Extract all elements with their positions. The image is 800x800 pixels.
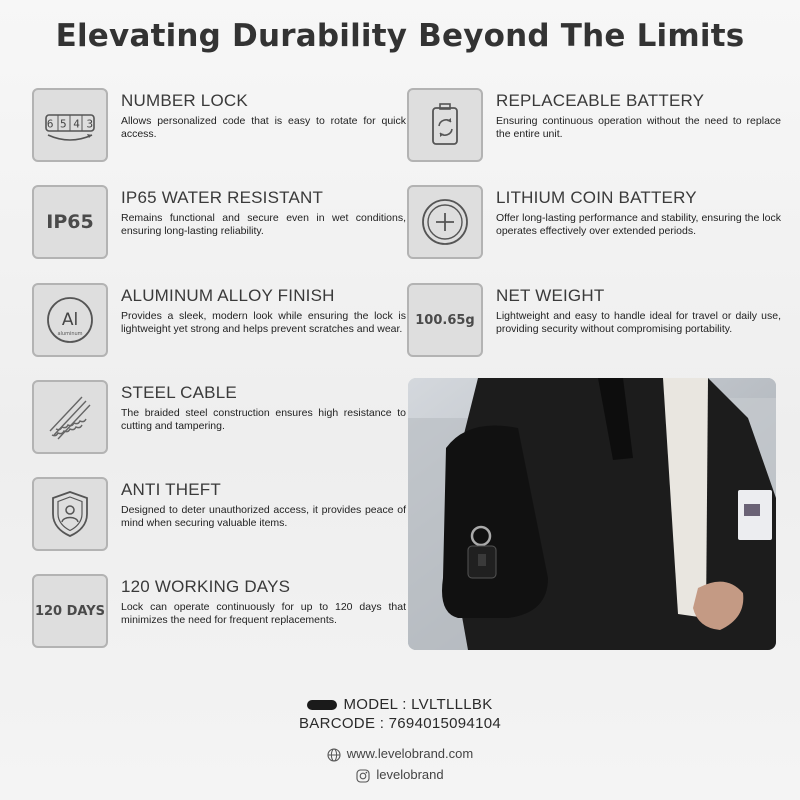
instagram-icon bbox=[356, 769, 370, 783]
model-pill-icon bbox=[307, 700, 337, 710]
website-row bbox=[0, 746, 800, 762]
feature-description: Remains functional and secure even in wet conditions, ensuring long-lasting reliability. bbox=[121, 212, 406, 237]
feature-aluminum-alloy bbox=[32, 283, 404, 363]
steel-cable-icon bbox=[32, 380, 108, 454]
feature-title: 120 WORKING DAYS bbox=[121, 577, 291, 596]
instagram-row bbox=[0, 767, 800, 783]
coin-battery-icon bbox=[407, 185, 483, 259]
feature-description: Offer long-lasting performance and stability, ensuring the lock operates effectively over extended periods. bbox=[496, 212, 781, 237]
feature-working-days bbox=[32, 574, 404, 654]
globe-icon bbox=[327, 748, 341, 762]
weight-icon bbox=[407, 283, 483, 357]
ip65-icon bbox=[32, 185, 108, 259]
anti-theft-shield-icon bbox=[32, 477, 108, 551]
barcode-text: BARCODE : 7694015094104 bbox=[298, 715, 502, 732]
ip65-label: IP65 bbox=[46, 211, 94, 233]
feature-net-weight bbox=[407, 283, 779, 363]
feature-description: Lock can operate continuously for up to 120 days that minimizes the need for frequent replacements. bbox=[121, 601, 406, 626]
feature-description: Allows personalized code that is easy to rotate for quick access. bbox=[121, 115, 406, 140]
aluminum-icon bbox=[32, 283, 108, 357]
lifestyle-photo bbox=[408, 378, 776, 650]
feature-description: Designed to deter unauthorized access, it provides peace of mind when securing valuable items. bbox=[121, 504, 406, 529]
feature-description: Ensuring continuous operation without the need to replace the entire unit. bbox=[496, 115, 781, 140]
feature-title: ANTI THEFT bbox=[121, 480, 221, 499]
aluminum-caption: aluminum bbox=[57, 331, 83, 337]
feature-title: NUMBER LOCK bbox=[121, 91, 248, 110]
feature-description: The braided steel construction ensures high resistance to cutting and tampering. bbox=[121, 407, 406, 432]
model-text: MODEL : LVLTLLLBK bbox=[343, 696, 493, 713]
feature-replaceable-battery bbox=[407, 88, 779, 168]
page-title: Elevating Durability Beyond The Limits bbox=[55, 18, 745, 54]
number-lock-icon bbox=[32, 88, 108, 162]
feature-lithium-coin-battery bbox=[407, 185, 779, 265]
feature-title: LITHIUM COIN BATTERY bbox=[496, 188, 697, 207]
feature-title: STEEL CABLE bbox=[121, 383, 237, 402]
model-line bbox=[0, 696, 800, 713]
feature-steel-cable bbox=[32, 380, 404, 460]
aluminum-symbol: Al bbox=[61, 310, 79, 330]
weight-value: 100.65g bbox=[415, 312, 475, 328]
instagram-handle[interactable]: levelobrand bbox=[376, 767, 444, 782]
feature-ip65 bbox=[32, 185, 404, 265]
feature-title: NET WEIGHT bbox=[496, 286, 605, 305]
feature-title: REPLACEABLE BATTERY bbox=[496, 91, 705, 110]
feature-title: ALUMINUM ALLOY FINISH bbox=[121, 286, 335, 305]
feature-title: IP65 WATER RESISTANT bbox=[121, 188, 324, 207]
feature-description: Lightweight and easy to handle ideal for travel or daily use, providing security without compromising portability. bbox=[496, 310, 781, 335]
working-days-icon bbox=[32, 574, 108, 648]
feature-number-lock bbox=[32, 88, 404, 168]
dial-digits: 6 5 4 3 bbox=[46, 117, 94, 131]
feature-description: Provides a sleek, modern look while ensuring the lock is lightweight yet strong and helps prevent scratches and wear. bbox=[121, 310, 406, 335]
replaceable-battery-icon bbox=[407, 88, 483, 162]
working-days-label: 120 DAYS bbox=[34, 603, 106, 619]
feature-anti-theft bbox=[32, 477, 404, 557]
website-link[interactable]: www.levelobrand.com bbox=[346, 746, 474, 761]
